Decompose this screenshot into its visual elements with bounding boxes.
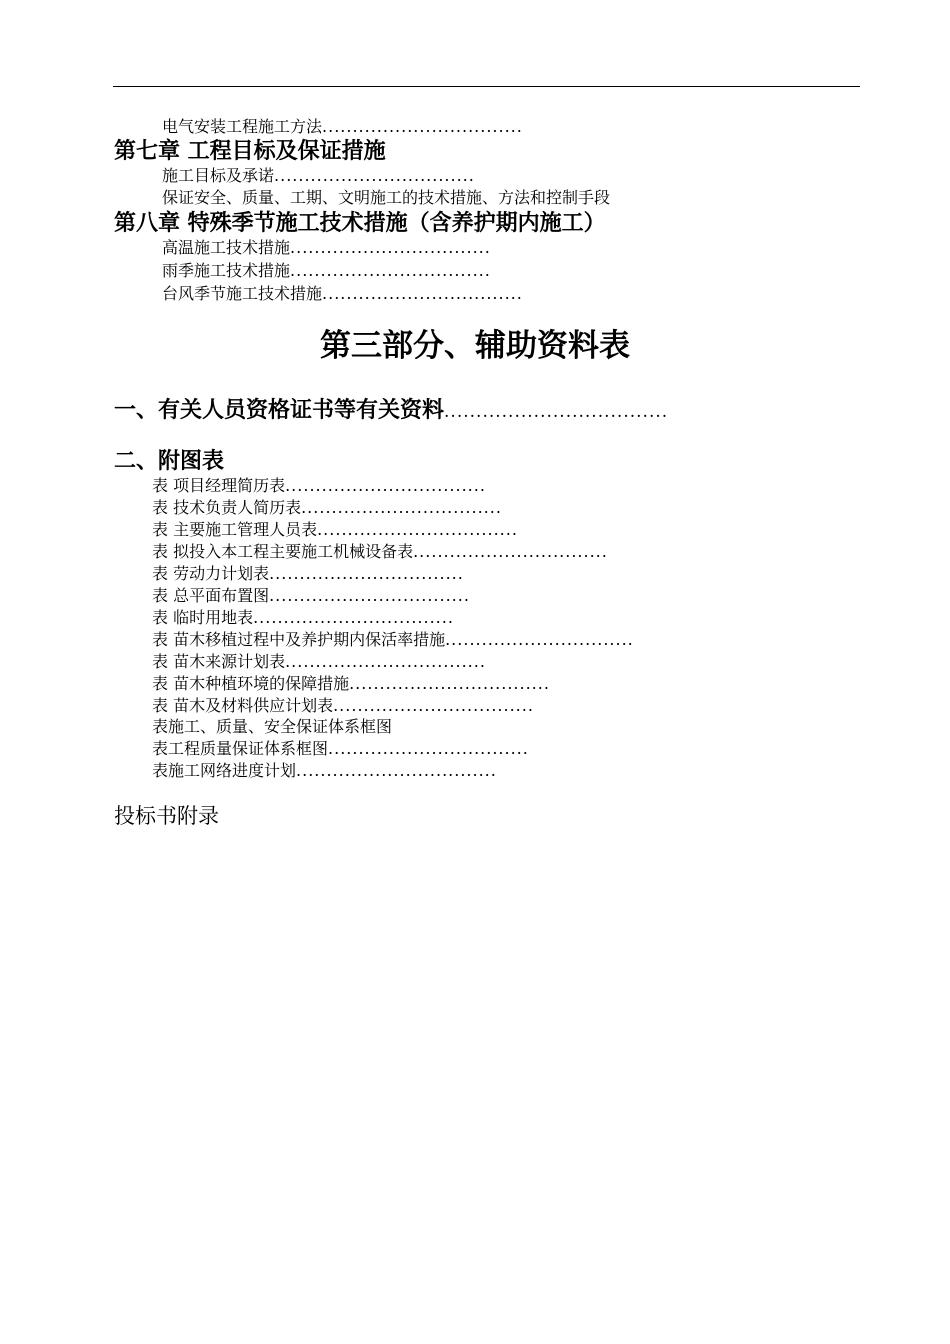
- toc-entry-electrical[interactable]: [162, 119, 523, 135]
- section2-heading[interactable]: 二、附图表: [114, 449, 225, 474]
- toc-leader-dots: .................................: [322, 284, 523, 303]
- toc-entry-label: 表 苗木种植环境的保障措施: [152, 674, 350, 693]
- toc-entry-label: 表施工网络进度计划: [152, 761, 297, 780]
- toc-entry-label: 表 项目经理简历表: [152, 476, 286, 495]
- toc-leader-dots: .................................: [290, 238, 491, 257]
- toc-leader-dots: .................................: [290, 261, 491, 280]
- toc-entry-label: 表 临时用地表: [152, 608, 254, 627]
- table-entry[interactable]: [152, 676, 550, 692]
- toc-leader-dots: .................................: [285, 652, 486, 671]
- toc-leader-dots: .................................: [285, 476, 486, 495]
- toc-leader-dots: .................................: [322, 117, 523, 136]
- toc-leader-dots: .................................: [317, 520, 518, 539]
- toc-entry-label: 表 苗木及材料供应计划表: [152, 696, 334, 715]
- toc-leader-dots: ...................................: [444, 402, 669, 422]
- toc-entry-label: 表 总平面布置图: [152, 586, 270, 605]
- table-entry[interactable]: [152, 632, 634, 648]
- toc-leader-dots: .................................: [253, 608, 454, 627]
- toc-leader-dots: .................................: [296, 761, 497, 780]
- toc-entry-ch8-2[interactable]: [162, 263, 491, 279]
- toc-leader-dots: ...............................: [445, 630, 634, 649]
- table-entry[interactable]: [152, 610, 454, 626]
- table-entry[interactable]: [152, 588, 470, 604]
- toc-leader-dots: .................................: [274, 166, 475, 185]
- toc-entry-label: 雨季施工技术措施: [162, 261, 291, 280]
- toc-leader-dots: .................................: [328, 739, 529, 758]
- table-entry[interactable]: [152, 522, 518, 538]
- toc-leader-dots: .................................: [301, 498, 502, 517]
- table-entry[interactable]: [152, 500, 502, 516]
- toc-entry-ch7-2[interactable]: [162, 190, 610, 206]
- toc-entry-label: 施工目标及承诺: [162, 166, 275, 185]
- toc-leader-dots: ................................: [413, 542, 608, 561]
- chapter7-heading[interactable]: 第七章 工程目标及保证措施: [114, 139, 386, 164]
- toc-entry-section1[interactable]: [114, 400, 668, 422]
- table-entry[interactable]: [152, 566, 464, 582]
- toc-entry-label: 表工程质量保证体系框图: [152, 739, 329, 758]
- toc-entry-label: 高温施工技术措施: [162, 238, 291, 257]
- toc-entry-label: 表 苗木来源计划表: [152, 652, 286, 671]
- part3-title: 第三部分、辅助资料表: [320, 328, 630, 364]
- toc-leader-dots: .................................: [269, 586, 470, 605]
- table-entry[interactable]: [152, 654, 486, 670]
- header-rule: [113, 86, 860, 87]
- table-entry[interactable]: [152, 544, 608, 560]
- appendix-heading[interactable]: 投标书附录: [114, 804, 219, 828]
- table-entry[interactable]: [152, 698, 534, 714]
- table-entry[interactable]: [152, 741, 529, 757]
- toc-entry-label: 表 劳动力计划表: [152, 564, 270, 583]
- toc-entry-label: 保证安全、质量、工期、文明施工的技术措施、方法和控制手段: [162, 188, 611, 207]
- toc-entry-label: 表施工、质量、安全保证体系框图: [152, 717, 393, 736]
- toc-leader-dots: .................................: [349, 674, 550, 693]
- toc-entry-label: 表 拟投入本工程主要施工机械设备表: [152, 542, 414, 561]
- toc-entry-label: 表 主要施工管理人员表: [152, 520, 318, 539]
- table-entry[interactable]: [152, 478, 486, 494]
- toc-entry-ch7-1[interactable]: [162, 168, 475, 184]
- toc-entry-ch8-1[interactable]: [162, 240, 491, 256]
- toc-entry-label: 表 技术负责人简历表: [152, 498, 302, 517]
- toc-entry-label: 表 苗木移植过程中及养护期内保活率措施: [152, 630, 446, 649]
- toc-leader-dots: .................................: [333, 696, 534, 715]
- toc-leader-dots: ................................: [269, 564, 464, 583]
- toc-entry-label: 一、有关人员资格证书等有关资料: [114, 398, 445, 423]
- toc-entry-label: 台风季节施工技术措施: [162, 284, 323, 303]
- toc-entry-label: 电气安装工程施工方法: [162, 117, 323, 136]
- toc-entry-ch8-3[interactable]: [162, 286, 523, 302]
- chapter8-heading[interactable]: 第八章 特殊季节施工技术措施（含养护期内施工）: [114, 211, 606, 236]
- table-entry[interactable]: [152, 763, 497, 779]
- table-entry[interactable]: [152, 719, 392, 735]
